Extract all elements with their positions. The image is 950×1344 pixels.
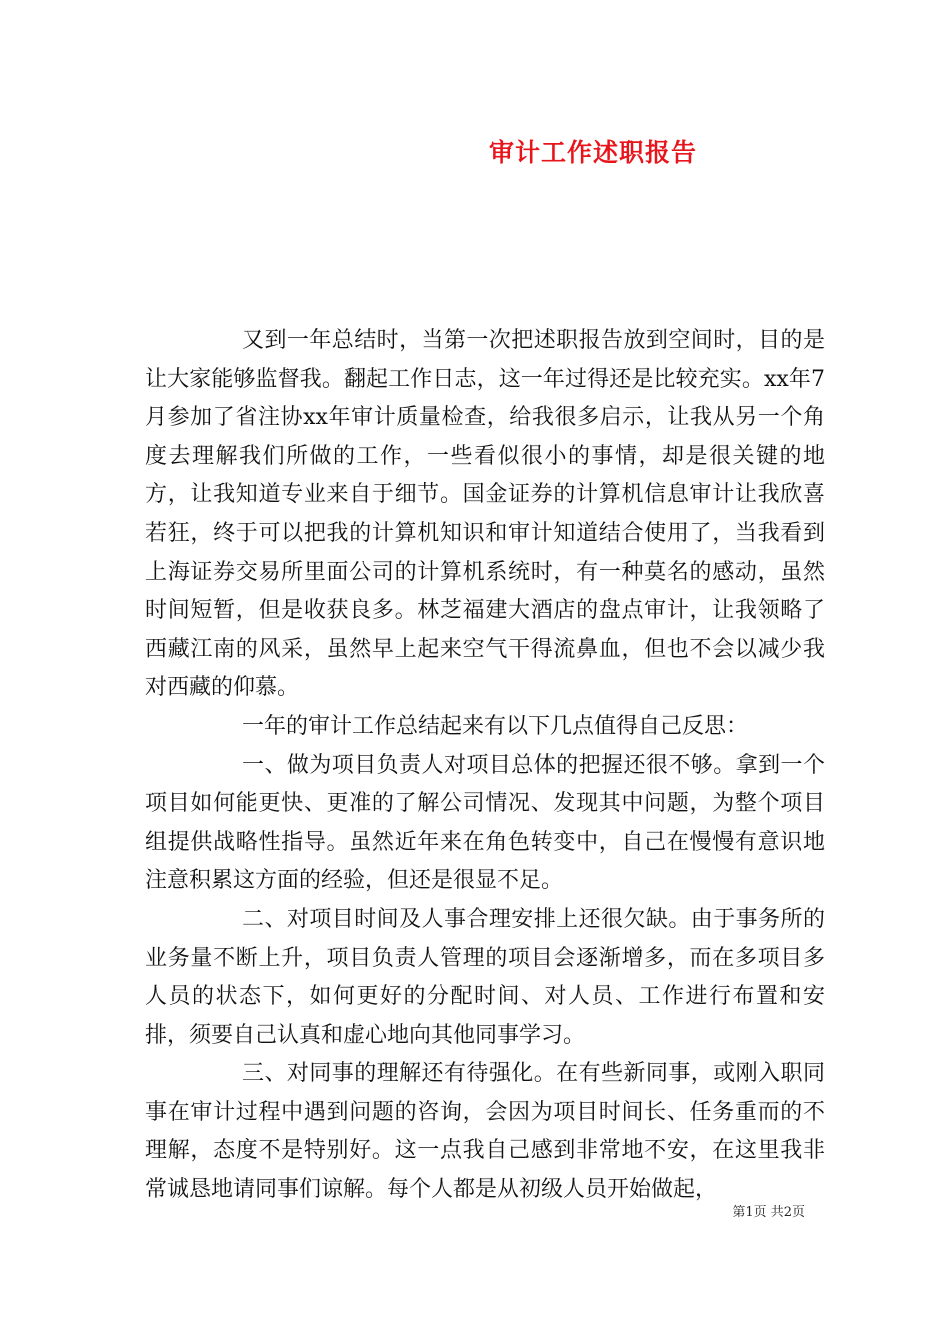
document-body bbox=[145, 322, 825, 1210]
paragraph-point-two: 二、对项目时间及人事合理安排上还很欠缺。由于事务所的业务量不断上升，项目负责人管理的项目会逐渐增多，而在多项目多人员的状态下，如何更好的分配时间、对人员、工作进行布置和安排，须要自己认真和虚心地向其他同事学习。 bbox=[145, 906, 825, 1048]
page-number-footer: 第1页 共2页 bbox=[732, 1205, 805, 1220]
paragraph-point-three: 三、对同事的理解还有待强化。在有些新同事，或刚入职同事在审计过程中遇到问题的咨询，会因为项目时间长、任务重而的不理解，态度不是特别好。这一点我自己感到非常地不安，在这里我非常诚恳地请同事们谅解。每个人都是从初级人员开始做起， bbox=[145, 1061, 825, 1203]
paragraph-reflection-lead: 一年的审计工作总结起来有以下几点值得自己反思： bbox=[242, 713, 749, 739]
paragraph-point-one: 一、做为项目负责人对项目总体的把握还很不够。拿到一个项目如何能更快、更准的了解公司情况、发现其中问题，为整个项目组提供战略性指导。虽然近年来在角色转变中，自己在慢慢有意识地注意积累这方面的经验，但还是很显不足。 bbox=[145, 752, 825, 894]
document-title: 审计工作述职报告 bbox=[488, 138, 697, 167]
paragraph-intro: 又到一年总结时，当第一次把述职报告放到空间时，目的是让大家能够监督我。翻起工作日志，这一年过得还是比较充实。xx年7月参加了省注协xx年审计质量检查，给我很多启示，让我从另一个角度去理解我们所做的工作，一些看似很小的事情，却是很关键的地方，让我知道专业来自于细节。国金证券的计算机信息审计让我欣喜若狂，终于可以把我的计算机知识和审计知道结合使用了，当我看到上海证券交易所里面公司的计算机系统时，有一种莫名的感动，虽然时间短暂，但是收获良多。林芝福建大酒店的盘点审计，让我领略了西藏江南的风采，虽然早上起来空气干得流鼻血，但也不会以减少我对西藏的仰慕。 bbox=[145, 328, 825, 701]
